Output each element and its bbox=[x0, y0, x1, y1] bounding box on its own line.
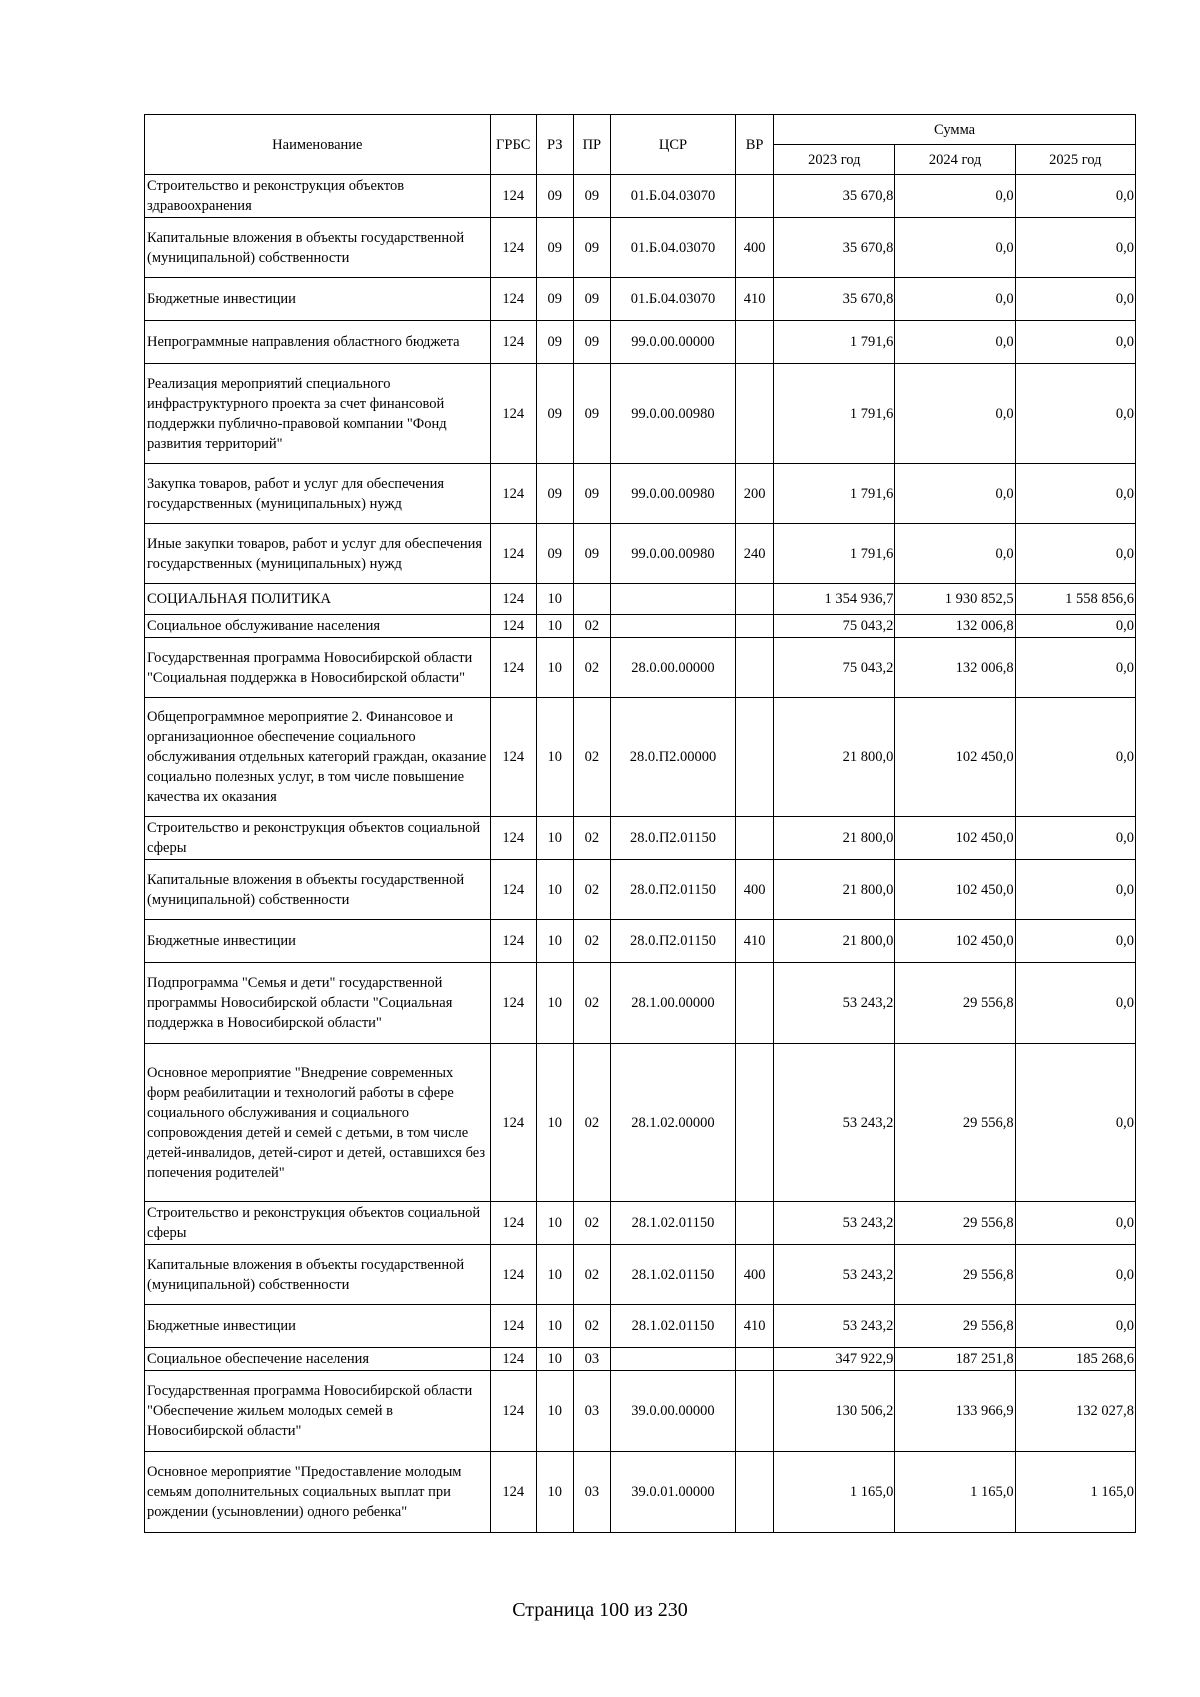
table-row bbox=[145, 698, 1136, 817]
row-rz: 10 bbox=[536, 584, 573, 615]
row-rz: 10 bbox=[536, 920, 573, 963]
row-pr: 02 bbox=[573, 860, 610, 920]
table-row bbox=[145, 1305, 1136, 1348]
row-pr: 02 bbox=[573, 1245, 610, 1305]
row-sum-2024: 102 450,0 bbox=[895, 920, 1015, 963]
row-sum-2024: 29 556,8 bbox=[895, 1044, 1015, 1202]
row-sum-2025: 0,0 bbox=[1015, 860, 1135, 920]
row-vr bbox=[736, 615, 774, 638]
row-pr: 03 bbox=[573, 1348, 610, 1371]
row-rz: 10 bbox=[536, 1245, 573, 1305]
row-sum-2024: 29 556,8 bbox=[895, 1245, 1015, 1305]
row-pr: 02 bbox=[573, 615, 610, 638]
table-row bbox=[145, 1202, 1136, 1245]
row-vr: 410 bbox=[736, 920, 774, 963]
row-csr: 28.0.П2.01150 bbox=[610, 920, 735, 963]
row-vr bbox=[736, 1202, 774, 1245]
row-csr: 28.0.П2.01150 bbox=[610, 817, 735, 860]
table-row bbox=[145, 175, 1136, 218]
row-csr: 01.Б.04.03070 bbox=[610, 175, 735, 218]
row-vr bbox=[736, 698, 774, 817]
row-name: Реализация мероприятий специального инфраструктурного проекта за счет финансовой поддержки публично-правовой компании "Фонд развития территорий" bbox=[145, 364, 491, 464]
row-sum-2025: 0,0 bbox=[1015, 615, 1135, 638]
row-name: Социальное обслуживание населения bbox=[145, 615, 491, 638]
row-rz: 10 bbox=[536, 817, 573, 860]
row-sum-2023: 21 800,0 bbox=[774, 698, 895, 817]
table-row bbox=[145, 638, 1136, 698]
row-sum-2023: 21 800,0 bbox=[774, 920, 895, 963]
row-sum-2023: 53 243,2 bbox=[774, 1305, 895, 1348]
row-sum-2023: 53 243,2 bbox=[774, 1044, 895, 1202]
row-sum-2023: 1 791,6 bbox=[774, 321, 895, 364]
row-grbs: 124 bbox=[490, 920, 536, 963]
row-csr: 39.0.01.00000 bbox=[610, 1452, 735, 1533]
row-vr bbox=[736, 175, 774, 218]
row-sum-2023: 1 791,6 bbox=[774, 464, 895, 524]
header-pr: ПР bbox=[573, 115, 610, 175]
row-csr: 99.0.00.00000 bbox=[610, 321, 735, 364]
row-sum-2024: 133 966,9 bbox=[895, 1371, 1015, 1452]
row-sum-2024: 0,0 bbox=[895, 364, 1015, 464]
row-vr bbox=[736, 1044, 774, 1202]
table-row bbox=[145, 963, 1136, 1044]
row-rz: 09 bbox=[536, 524, 573, 584]
row-pr: 02 bbox=[573, 920, 610, 963]
row-name: Капитальные вложения в объекты государственной (муниципальной) собственности bbox=[145, 860, 491, 920]
row-grbs: 124 bbox=[490, 584, 536, 615]
row-rz: 10 bbox=[536, 1044, 573, 1202]
row-grbs: 124 bbox=[490, 698, 536, 817]
header-vr: ВР bbox=[736, 115, 774, 175]
row-sum-2024: 0,0 bbox=[895, 524, 1015, 584]
row-name: Бюджетные инвестиции bbox=[145, 920, 491, 963]
row-rz: 10 bbox=[536, 698, 573, 817]
row-name: СОЦИАЛЬНАЯ ПОЛИТИКА bbox=[145, 584, 491, 615]
row-rz: 10 bbox=[536, 638, 573, 698]
table-row bbox=[145, 1348, 1136, 1371]
row-vr bbox=[736, 584, 774, 615]
row-vr: 410 bbox=[736, 1305, 774, 1348]
row-csr: 01.Б.04.03070 bbox=[610, 218, 735, 278]
row-rz: 10 bbox=[536, 860, 573, 920]
row-csr: 99.0.00.00980 bbox=[610, 464, 735, 524]
row-sum-2024: 0,0 bbox=[895, 278, 1015, 321]
row-name: Государственная программа Новосибирской области "Обеспечение жильем молодых семей в Новосибирской области" bbox=[145, 1371, 491, 1452]
row-rz: 09 bbox=[536, 464, 573, 524]
row-name: Непрограммные направления областного бюджета bbox=[145, 321, 491, 364]
row-csr: 39.0.00.00000 bbox=[610, 1371, 735, 1452]
row-vr bbox=[736, 1371, 774, 1452]
row-sum-2025: 0,0 bbox=[1015, 1044, 1135, 1202]
row-name: Иные закупки товаров, работ и услуг для обеспечения государственных (муниципальных) нужд bbox=[145, 524, 491, 584]
table-row bbox=[145, 1044, 1136, 1202]
row-sum-2024: 102 450,0 bbox=[895, 860, 1015, 920]
row-sum-2024: 0,0 bbox=[895, 175, 1015, 218]
row-sum-2025: 0,0 bbox=[1015, 1202, 1135, 1245]
row-sum-2023: 21 800,0 bbox=[774, 817, 895, 860]
row-grbs: 124 bbox=[490, 1348, 536, 1371]
row-sum-2024: 132 006,8 bbox=[895, 615, 1015, 638]
row-sum-2024: 29 556,8 bbox=[895, 963, 1015, 1044]
header-grbs: ГРБС bbox=[490, 115, 536, 175]
row-grbs: 124 bbox=[490, 464, 536, 524]
row-rz: 10 bbox=[536, 963, 573, 1044]
row-sum-2023: 35 670,8 bbox=[774, 218, 895, 278]
row-sum-2025: 0,0 bbox=[1015, 364, 1135, 464]
row-grbs: 124 bbox=[490, 817, 536, 860]
row-sum-2025: 0,0 bbox=[1015, 278, 1135, 321]
row-pr: 03 bbox=[573, 1452, 610, 1533]
row-vr bbox=[736, 1348, 774, 1371]
row-sum-2024: 29 556,8 bbox=[895, 1202, 1015, 1245]
row-pr: 09 bbox=[573, 278, 610, 321]
row-name: Строительство и реконструкция объектов социальной сферы bbox=[145, 1202, 491, 1245]
row-pr: 03 bbox=[573, 1371, 610, 1452]
row-rz: 10 bbox=[536, 1371, 573, 1452]
row-name: Строительство и реконструкция объектов здравоохранения bbox=[145, 175, 491, 218]
header-year-2023: 2023 год bbox=[774, 145, 895, 175]
row-sum-2023: 53 243,2 bbox=[774, 1202, 895, 1245]
row-sum-2025: 132 027,8 bbox=[1015, 1371, 1135, 1452]
budget-table bbox=[144, 114, 1136, 1533]
row-csr: 99.0.00.00980 bbox=[610, 364, 735, 464]
row-grbs: 124 bbox=[490, 1044, 536, 1202]
table-row bbox=[145, 1371, 1136, 1452]
row-sum-2025: 0,0 bbox=[1015, 1245, 1135, 1305]
row-sum-2024: 1 930 852,5 bbox=[895, 584, 1015, 615]
row-rz: 09 bbox=[536, 278, 573, 321]
row-name: Общепрограммное мероприятие 2. Финансовое и организационное обеспечение социального обслуживания отдельных категорий граждан, оказание социально полезных услуг, в том числе повышение качества их оказания bbox=[145, 698, 491, 817]
row-name: Бюджетные инвестиции bbox=[145, 1305, 491, 1348]
row-pr: 02 bbox=[573, 698, 610, 817]
row-name: Государственная программа Новосибирской области "Социальная поддержка в Новосибирской области" bbox=[145, 638, 491, 698]
row-rz: 09 bbox=[536, 218, 573, 278]
row-pr: 09 bbox=[573, 364, 610, 464]
row-sum-2023: 53 243,2 bbox=[774, 1245, 895, 1305]
row-sum-2025: 0,0 bbox=[1015, 963, 1135, 1044]
row-csr: 28.1.02.00000 bbox=[610, 1044, 735, 1202]
row-sum-2023: 35 670,8 bbox=[774, 278, 895, 321]
table-row bbox=[145, 1245, 1136, 1305]
row-grbs: 124 bbox=[490, 860, 536, 920]
row-vr bbox=[736, 364, 774, 464]
row-sum-2023: 53 243,2 bbox=[774, 963, 895, 1044]
row-pr: 02 bbox=[573, 963, 610, 1044]
row-name: Бюджетные инвестиции bbox=[145, 278, 491, 321]
row-rz: 10 bbox=[536, 1305, 573, 1348]
row-pr: 09 bbox=[573, 524, 610, 584]
row-grbs: 124 bbox=[490, 1202, 536, 1245]
table-row bbox=[145, 524, 1136, 584]
row-sum-2025: 0,0 bbox=[1015, 698, 1135, 817]
header-year-2025: 2025 год bbox=[1015, 145, 1135, 175]
row-sum-2023: 130 506,2 bbox=[774, 1371, 895, 1452]
row-csr: 28.1.02.01150 bbox=[610, 1245, 735, 1305]
row-csr: 28.0.П2.00000 bbox=[610, 698, 735, 817]
row-vr: 410 bbox=[736, 278, 774, 321]
table-row bbox=[145, 321, 1136, 364]
table-row bbox=[145, 364, 1136, 464]
row-name: Закупка товаров, работ и услуг для обеспечения государственных (муниципальных) нужд bbox=[145, 464, 491, 524]
table-row bbox=[145, 584, 1136, 615]
row-rz: 09 bbox=[536, 175, 573, 218]
row-csr: 28.0.П2.01150 bbox=[610, 860, 735, 920]
table-row bbox=[145, 860, 1136, 920]
row-sum-2024: 0,0 bbox=[895, 218, 1015, 278]
header-sum: Сумма bbox=[774, 115, 1136, 145]
page-number: Страница 100 из 230 bbox=[512, 1599, 688, 1621]
table-row bbox=[145, 615, 1136, 638]
row-csr bbox=[610, 615, 735, 638]
row-sum-2024: 187 251,8 bbox=[895, 1348, 1015, 1371]
row-grbs: 124 bbox=[490, 1452, 536, 1533]
row-sum-2023: 1 165,0 bbox=[774, 1452, 895, 1533]
row-grbs: 124 bbox=[490, 963, 536, 1044]
row-name: Основное мероприятие "Предоставление молодым семьям дополнительных социальных выплат при рождении (усыновлении) одного ребенка" bbox=[145, 1452, 491, 1533]
table-row bbox=[145, 1452, 1136, 1533]
row-csr: 28.1.02.01150 bbox=[610, 1202, 735, 1245]
row-sum-2023: 1 791,6 bbox=[774, 524, 895, 584]
row-sum-2024: 29 556,8 bbox=[895, 1305, 1015, 1348]
table-row bbox=[145, 278, 1136, 321]
row-sum-2023: 75 043,2 bbox=[774, 638, 895, 698]
row-sum-2025: 0,0 bbox=[1015, 524, 1135, 584]
row-sum-2025: 1 558 856,6 bbox=[1015, 584, 1135, 615]
row-grbs: 124 bbox=[490, 1245, 536, 1305]
row-grbs: 124 bbox=[490, 524, 536, 584]
row-sum-2025: 0,0 bbox=[1015, 638, 1135, 698]
row-name: Строительство и реконструкция объектов социальной сферы bbox=[145, 817, 491, 860]
row-csr: 28.1.02.01150 bbox=[610, 1305, 735, 1348]
row-sum-2025: 0,0 bbox=[1015, 1305, 1135, 1348]
row-pr: 02 bbox=[573, 817, 610, 860]
row-sum-2025: 185 268,6 bbox=[1015, 1348, 1135, 1371]
row-vr bbox=[736, 963, 774, 1044]
row-vr bbox=[736, 817, 774, 860]
row-rz: 10 bbox=[536, 615, 573, 638]
row-name: Социальное обеспечение населения bbox=[145, 1348, 491, 1371]
row-name: Капитальные вложения в объекты государственной (муниципальной) собственности bbox=[145, 1245, 491, 1305]
row-rz: 10 bbox=[536, 1452, 573, 1533]
header-year-2024: 2024 год bbox=[895, 145, 1015, 175]
row-sum-2025: 1 165,0 bbox=[1015, 1452, 1135, 1533]
row-csr: 01.Б.04.03070 bbox=[610, 278, 735, 321]
row-rz: 10 bbox=[536, 1348, 573, 1371]
header-csr: ЦСР bbox=[610, 115, 735, 175]
row-pr: 02 bbox=[573, 1202, 610, 1245]
row-vr bbox=[736, 321, 774, 364]
table-row bbox=[145, 464, 1136, 524]
row-vr: 400 bbox=[736, 860, 774, 920]
row-rz: 10 bbox=[536, 1202, 573, 1245]
row-sum-2025: 0,0 bbox=[1015, 321, 1135, 364]
table-row bbox=[145, 218, 1136, 278]
row-pr: 02 bbox=[573, 1305, 610, 1348]
row-csr: 28.1.00.00000 bbox=[610, 963, 735, 1044]
row-sum-2025: 0,0 bbox=[1015, 175, 1135, 218]
row-grbs: 124 bbox=[490, 1305, 536, 1348]
row-sum-2024: 102 450,0 bbox=[895, 817, 1015, 860]
row-grbs: 124 bbox=[490, 278, 536, 321]
row-pr: 09 bbox=[573, 175, 610, 218]
row-name: Капитальные вложения в объекты государственной (муниципальной) собственности bbox=[145, 218, 491, 278]
row-grbs: 124 bbox=[490, 615, 536, 638]
row-csr bbox=[610, 1348, 735, 1371]
row-pr: 02 bbox=[573, 1044, 610, 1202]
row-sum-2024: 132 006,8 bbox=[895, 638, 1015, 698]
row-sum-2025: 0,0 bbox=[1015, 920, 1135, 963]
row-sum-2024: 102 450,0 bbox=[895, 698, 1015, 817]
header-rz: РЗ bbox=[536, 115, 573, 175]
row-sum-2025: 0,0 bbox=[1015, 464, 1135, 524]
row-grbs: 124 bbox=[490, 638, 536, 698]
row-rz: 09 bbox=[536, 321, 573, 364]
row-pr: 09 bbox=[573, 321, 610, 364]
row-grbs: 124 bbox=[490, 175, 536, 218]
row-vr: 200 bbox=[736, 464, 774, 524]
table-row bbox=[145, 920, 1136, 963]
row-csr: 28.0.00.00000 bbox=[610, 638, 735, 698]
header-name: Наименование bbox=[145, 115, 491, 175]
row-csr bbox=[610, 584, 735, 615]
row-vr: 400 bbox=[736, 1245, 774, 1305]
row-pr bbox=[573, 584, 610, 615]
row-sum-2023: 347 922,9 bbox=[774, 1348, 895, 1371]
row-rz: 09 bbox=[536, 364, 573, 464]
row-sum-2024: 1 165,0 bbox=[895, 1452, 1015, 1533]
row-sum-2024: 0,0 bbox=[895, 321, 1015, 364]
row-sum-2023: 35 670,8 bbox=[774, 175, 895, 218]
row-sum-2024: 0,0 bbox=[895, 464, 1015, 524]
row-name: Основное мероприятие "Внедрение современных форм реабилитации и технологий работы в сфере социального обслуживания и социального сопровождения детей и семей с детьми, в том числе детей-инвалидов, детей-сирот и детей, оставшихся без попечения родителей" bbox=[145, 1044, 491, 1202]
row-sum-2025: 0,0 bbox=[1015, 218, 1135, 278]
row-vr: 400 bbox=[736, 218, 774, 278]
row-grbs: 124 bbox=[490, 321, 536, 364]
row-sum-2023: 1 791,6 bbox=[774, 364, 895, 464]
row-sum-2023: 21 800,0 bbox=[774, 860, 895, 920]
row-pr: 02 bbox=[573, 638, 610, 698]
row-csr: 99.0.00.00980 bbox=[610, 524, 735, 584]
row-pr: 09 bbox=[573, 218, 610, 278]
row-vr: 240 bbox=[736, 524, 774, 584]
table-row bbox=[145, 817, 1136, 860]
row-sum-2023: 75 043,2 bbox=[774, 615, 895, 638]
row-sum-2023: 1 354 936,7 bbox=[774, 584, 895, 615]
row-grbs: 124 bbox=[490, 1371, 536, 1452]
row-vr bbox=[736, 638, 774, 698]
row-sum-2025: 0,0 bbox=[1015, 817, 1135, 860]
row-grbs: 124 bbox=[490, 364, 536, 464]
row-vr bbox=[736, 1452, 774, 1533]
row-name: Подпрограмма "Семья и дети" государственной программы Новосибирской области "Социальная поддержка в Новосибирской области" bbox=[145, 963, 491, 1044]
row-pr: 09 bbox=[573, 464, 610, 524]
row-grbs: 124 bbox=[490, 218, 536, 278]
